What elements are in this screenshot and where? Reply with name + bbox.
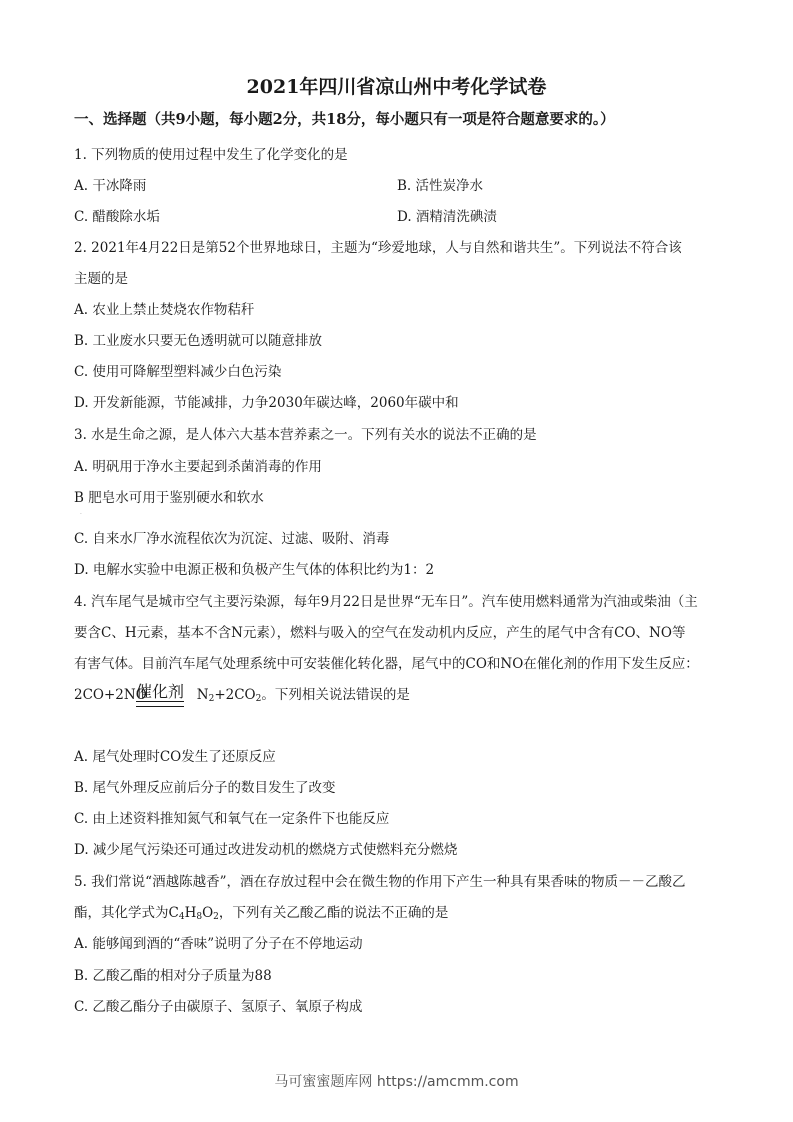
question-1-option-d: D. 酒精清洗碘渍 (397, 209, 497, 225)
stray-dot: ． (80, 509, 87, 516)
formula-h-subscript: 8 (196, 912, 203, 922)
question-5-option-b: B. 乙酸乙酯的相对分子质量为88 (74, 968, 272, 984)
question-2-stem-line-2: 主题的是 (74, 271, 128, 287)
question-3-option-d: D. 电解水实验中电源正极和负极产生气体的体积比约为1：2 (74, 562, 435, 578)
equation-n: N (196, 687, 209, 703)
question-3-option-a: A. 明矾用于净水主要起到杀菌消毒的作用 (74, 459, 322, 475)
question-1-option-c: C. 醋酸除水垢 (74, 209, 160, 225)
question-5-stem-line-2 (74, 901, 448, 922)
page-title: 2021年四川省凉山州中考化学试卷 (246, 76, 547, 98)
question-2-option-c: C. 使用可降解型塑料减少白色污染 (74, 364, 282, 380)
question-5-stem-line-1: 5. 我们常说“酒越陈越香”，酒在存放过程中会在微生物的作用下产生一种具有果香味的物质－－乙酸乙 (74, 874, 686, 890)
footer-watermark: 马可蜜蜜题库网 https://amcmm.com (274, 1074, 519, 1090)
equation-reactants: 2CO+2NO (74, 687, 147, 703)
equation-mid: +2CO (214, 687, 256, 703)
question-3-stem: 3. 水是生命之源，是人体六大基本营养素之一。下列有关水的说法不正确的是 (74, 427, 537, 443)
formula-o: O (202, 905, 214, 921)
question-4-option-a: A. 尾气处理时CO发生了还原反应 (74, 749, 276, 765)
formula-o-subscript: 2 (213, 912, 219, 922)
question-3-option-c: C. 自来水厂净水流程依次为沉淀、过滤、吸附、消毒 (74, 531, 390, 547)
question-4-option-b: B. 尾气外理反应前后分子的数目发生了改变 (74, 780, 336, 796)
question-4-option-c: C. 由上述资料推知氮气和氧气在一定条件下也能反应 (74, 811, 390, 827)
equals-sign (136, 701, 184, 707)
question-4-stem-line-2: 要含C、H元素，基本不含N元素），燃料与吸入的空气在发动机内反应，产生的尾气中含有CO、NO等 (74, 625, 686, 641)
question-1-option-b: B. 活性炭净水 (397, 178, 484, 194)
question-3-option-b: B 肥皂水可用于鉴别硬水和软水 (74, 490, 264, 506)
question-2-option-a: A. 农业上禁止焚烧农作物秸秆 (74, 302, 255, 318)
question-2-stem-line-1: 2. 2021年4月22日是第52个世界地球日，主题为“珍爱地球，人与自然和谐共生”。下列说法不符合该 (74, 240, 682, 256)
equation-co-subscript: 2 (255, 694, 262, 704)
formula-c-subscript: 4 (178, 912, 185, 922)
section-heading: 一、选择题（共9小题，每小题2分，共18分，每小题只有一项是符合题意要求的。） (74, 111, 615, 128)
formula-intro: 酯，其化学式为C (74, 905, 179, 921)
equation-n-subscript: 2 (208, 694, 215, 704)
question-4-stem-line-3: 有害气体。目前汽车尾气处理系统中可安装催化转化器，尾气中的CO和NO在催化剂的作用下发生反应： (74, 656, 699, 672)
formula-h: H (184, 905, 197, 921)
reaction-equation (74, 683, 410, 704)
question-2-option-d: D. 开发新能源，节能减排，力争2030年碳达峰，2060年碳中和 (74, 395, 459, 411)
question-4-stem-line-1: 4. 汽车尾气是城市空气主要污染源，每年9月22日是世界“无车日”。汽车使用燃料通常为汽油或柴油（主 (74, 594, 698, 610)
question-4-option-d: D. 减少尾气污染还可通过改进发动机的燃烧方式使燃料充分燃烧 (74, 842, 458, 858)
catalyst-label: 催化剂 (136, 682, 185, 701)
question-1-option-a: A. 干冰降雨 (74, 178, 147, 194)
question-5-option-a: A. 能够闻到酒的“香味”说明了分子在不停地运动 (74, 936, 363, 952)
question-2-option-b: B. 工业废水只要无色透明就可以随意排放 (74, 333, 323, 349)
question-1-stem: 1. 下列物质的使用过程中发生了化学变化的是 (74, 147, 348, 163)
question-5-option-c: C. 乙酸乙酯分子由碳原子、氢原子、氧原子构成 (74, 999, 363, 1015)
equation-tail: 。下列相关说法错误的是 (261, 687, 410, 703)
question-5-stem-tail: ，下列有关乙酸乙酯的说法不正确的是 (218, 905, 449, 921)
